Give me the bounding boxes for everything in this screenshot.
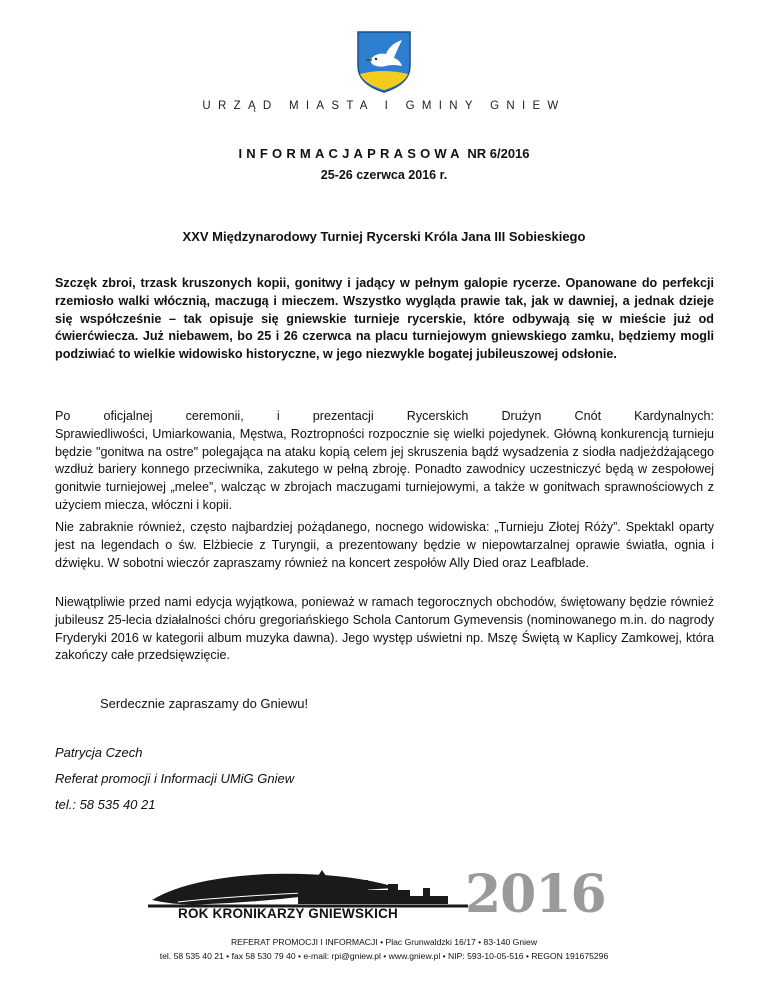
article-paragraph-1 <box>55 408 714 515</box>
press-release-number: NR 6/2016 <box>467 146 530 161</box>
signature-name: Patrycja Czech <box>55 745 143 760</box>
article-lead: Szczęk zbroi, trzask kruszonych kopii, gonitwy i jadący w pełnym galopie rycerze. Opanowane do perfekcji rzemiosło walki włócznią, maczugą i mieczem. Wszystko wygląda prawie tak, jak w dawniej, a jednak dzieje się współcześnie – tak opisuje się gniewskie turnieje rycerskie, które odbywają się w mieście już od ćwierćwiecza. Już niebawem, bo 25 i 26 czerwca na placu turniejowym gniewskiego zamku, będziemy mogli podziwiać to wielkie widowisko historyczne, w jego niezwykle bogatej jubileuszowej odsłonie. <box>55 276 714 362</box>
signature-department: Referat promocji i Informacji UMiG Gniew <box>55 771 295 786</box>
footer-address: REFERAT PROMOCJI I INFORMACJI • Plac Grunwaldzki 16/17 • 83-140 Gniew <box>230 937 538 947</box>
closing-invitation: Serdecznie zapraszamy do Gniewu! <box>100 696 309 711</box>
article-paragraph-3: Niewątpliwie przed nami edycja wyjątkowa, ponieważ w ramach tegorocznych obchodów, świętowany będzie również jubileusz 25-lecia działalności chóru gregoriańskiego Schola Cantorum Gymevensis (nominowanego m.in. do nagrody Fryderyki 2016 w kategorii album muzyka dawna). Jego występ uświetni np. Mszę Świętą w Kaplicy Zamkowej, która zakończy całe przedsięwzięcie. <box>55 595 714 663</box>
coat-of-arms-logo <box>356 30 412 94</box>
press-release-title <box>0 146 768 161</box>
organization-name: URZĄD MIASTA I GMINY GNIEW <box>202 100 566 112</box>
article-headline: XXV Międzynarodowy Turniej Rycerski Króla Jana III Sobieskiego <box>182 229 586 244</box>
banner-caption: ROK KRONIKARZY GNIEWSKICH <box>178 906 399 921</box>
paragraph-1-first-line: Po oficjalnej ceremonii, i prezentacji Rycerskich Drużyn Cnót Kardynalnych: <box>55 409 714 423</box>
banner-year: 2016 <box>465 864 606 925</box>
paragraph-1-rest: Sprawiedliwości, Umiarkowania, Męstwa, Roztropności rozpocznie się wielki pojedynek. Główną konkurencją turnieju będzie "gonitwa na ostre" polegająca na ataku kopią celem jej skruszenia bądź wysadzenia z siodła nadjeżdżającego wzdłuż bariery konnego przeciwnika, zakutego w pełną zbroję. Ponadto zawodnicy uczestniczyć będą w zespołowej gonitwie turniejowej „melee”, walcząc w zbrojach maczugami turniejowymi, a także w gonitwach sprawnościowych z użyciem miecza, włóczni i kopii. <box>55 426 714 512</box>
press-release-label: INFORMACJAPRASOWA <box>238 146 464 161</box>
footer-contacts: tel. 58 535 40 21 • fax 58 530 79 40 • e-mail: rpi@gniew.pl • www.gniew.pl • NIP: 593-10-05-516 • REGON 191675296 <box>159 951 609 961</box>
article-paragraph-2: Nie zabraknie również, często najbardziej pożądanego, nocnego widowiska: „Turnieju Złotej Róży”. Spektakl oparty jest na legendach o św. Elżbiecie z Turyngii, a prezentowany będzie w niepowtarzalnej oprawie światła, ognia i dźwięku. W sobotni wieczór zapraszamy również na koncert zespołów Ally Died oraz Leafblade. <box>55 520 714 570</box>
press-release-date: 25-26 czerwca 2016 r. <box>320 168 448 182</box>
signature-phone: tel.: 58 535 40 21 <box>55 797 156 812</box>
